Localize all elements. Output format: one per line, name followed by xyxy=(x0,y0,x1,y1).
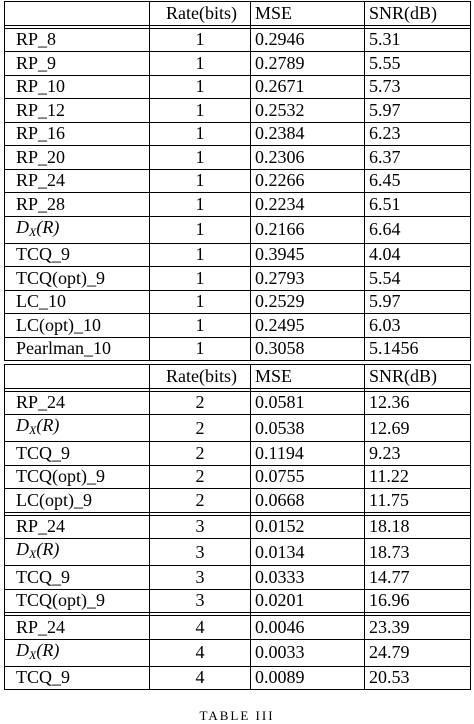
column-header: SNR(dB) xyxy=(365,2,471,26)
rate-value: 1 xyxy=(150,52,251,76)
table-row xyxy=(5,290,471,314)
table-row xyxy=(5,52,471,76)
method-name: LC(opt)_9 xyxy=(5,489,150,513)
mse-value: 0.0333 xyxy=(251,566,365,590)
snr-value: 12.36 xyxy=(365,391,471,415)
method-name: TCQ(opt)_9 xyxy=(5,589,150,613)
rate-value: 1 xyxy=(150,75,251,99)
table-row xyxy=(5,243,471,267)
mse-value: 0.0033 xyxy=(251,639,365,666)
mse-value: 0.0668 xyxy=(251,489,365,513)
snr-value: 5.97 xyxy=(365,99,471,123)
method-name: RP_16 xyxy=(5,122,150,146)
mse-value: 0.2266 xyxy=(251,169,365,193)
method-name xyxy=(5,539,150,566)
method-name xyxy=(5,415,150,442)
snr-value: 11.75 xyxy=(365,489,471,513)
table-row xyxy=(5,489,471,513)
method-name: RP_10 xyxy=(5,75,150,99)
mse-value: 0.2495 xyxy=(251,314,365,338)
method-name: TCQ_9 xyxy=(5,566,150,590)
column-header: MSE xyxy=(251,2,365,26)
column-header: Rate(bits) xyxy=(150,365,251,389)
mse-value: 0.0201 xyxy=(251,589,365,613)
rate-value: 3 xyxy=(150,566,251,590)
column-header: SNR(dB) xyxy=(365,365,471,389)
mse-value: 0.2306 xyxy=(251,146,365,170)
snr-value: 5.73 xyxy=(365,75,471,99)
mse-value: 0.3058 xyxy=(251,337,365,361)
snr-value: 6.03 xyxy=(365,314,471,338)
table-row xyxy=(5,193,471,217)
mse-value: 0.2532 xyxy=(251,99,365,123)
rate-value: 1 xyxy=(150,337,251,361)
snr-value: 24.79 xyxy=(365,639,471,666)
mse-value: 0.2234 xyxy=(251,193,365,217)
method-name: RP_24 xyxy=(5,616,150,640)
results-table-body xyxy=(5,2,471,690)
table-row xyxy=(5,169,471,193)
rate-value: 4 xyxy=(150,666,251,690)
mse-value: 0.0538 xyxy=(251,415,365,442)
mse-value: 0.0046 xyxy=(251,616,365,640)
column-header xyxy=(5,2,150,26)
results-table-container xyxy=(4,1,470,690)
rate-value: 3 xyxy=(150,539,251,566)
math-label: $D_X(R)$ xyxy=(16,216,60,239)
rate-value: 3 xyxy=(150,515,251,539)
rate-value: 1 xyxy=(150,267,251,291)
snr-value: 5.55 xyxy=(365,52,471,76)
snr-value: 18.73 xyxy=(365,539,471,566)
method-name: RP_8 xyxy=(5,28,150,52)
header-row xyxy=(5,365,471,389)
rate-value: 1 xyxy=(150,99,251,123)
table-row xyxy=(5,616,471,640)
method-name: RP_9 xyxy=(5,52,150,76)
method-name: TCQ_9 xyxy=(5,666,150,690)
rate-value: 2 xyxy=(150,415,251,442)
table-row xyxy=(5,337,471,361)
mse-value: 0.0755 xyxy=(251,465,365,489)
snr-value: 12.69 xyxy=(365,415,471,442)
snr-value: 6.45 xyxy=(365,169,471,193)
method-name: RP_12 xyxy=(5,99,150,123)
column-header: MSE xyxy=(251,365,365,389)
mse-value: 0.1194 xyxy=(251,442,365,466)
snr-value: 5.31 xyxy=(365,28,471,52)
rate-value: 1 xyxy=(150,146,251,170)
table-row xyxy=(5,589,471,613)
method-name: RP_24 xyxy=(5,391,150,415)
mse-value: 0.2166 xyxy=(251,216,365,243)
mse-value: 0.2529 xyxy=(251,290,365,314)
rate-value: 2 xyxy=(150,465,251,489)
column-header xyxy=(5,365,150,389)
table-row xyxy=(5,515,471,539)
table-row xyxy=(5,28,471,52)
rate-value: 2 xyxy=(150,442,251,466)
table-row xyxy=(5,267,471,291)
table-caption: TABLE III xyxy=(199,708,275,723)
snr-value: 9.23 xyxy=(365,442,471,466)
method-name: RP_24 xyxy=(5,169,150,193)
snr-value: 5.1456 xyxy=(365,337,471,361)
mse-value: 0.0581 xyxy=(251,391,365,415)
snr-value: 16.96 xyxy=(365,589,471,613)
rate-value: 1 xyxy=(150,122,251,146)
table-row xyxy=(5,415,471,442)
table-row xyxy=(5,539,471,566)
rate-value: 1 xyxy=(150,28,251,52)
rate-value: 1 xyxy=(150,243,251,267)
mse-value: 0.0089 xyxy=(251,666,365,690)
table-row xyxy=(5,639,471,666)
math-label: $D_X(R)$ xyxy=(16,539,60,561)
method-name: RP_20 xyxy=(5,146,150,170)
rate-value: 1 xyxy=(150,193,251,217)
table-row xyxy=(5,442,471,466)
rate-value: 4 xyxy=(150,639,251,666)
snr-value: 5.97 xyxy=(365,290,471,314)
table-row xyxy=(5,666,471,690)
snr-value: 11.22 xyxy=(365,465,471,489)
rate-value: 1 xyxy=(150,169,251,193)
method-name: TCQ_9 xyxy=(5,243,150,267)
rate-value: 1 xyxy=(150,314,251,338)
table-row xyxy=(5,75,471,99)
table-row xyxy=(5,566,471,590)
table-row xyxy=(5,122,471,146)
snr-value: 6.23 xyxy=(365,122,471,146)
mse-value: 0.2946 xyxy=(251,28,365,52)
snr-value: 5.54 xyxy=(365,267,471,291)
results-table xyxy=(4,1,471,690)
rate-value: 1 xyxy=(150,216,251,243)
snr-value: 6.37 xyxy=(365,146,471,170)
method-name: RP_28 xyxy=(5,193,150,217)
method-name: Pearlman_10 xyxy=(5,337,150,361)
snr-value: 6.64 xyxy=(365,216,471,243)
mse-value: 0.3945 xyxy=(251,243,365,267)
mse-value: 0.2671 xyxy=(251,75,365,99)
method-name: RP_24 xyxy=(5,515,150,539)
rate-value: 4 xyxy=(150,616,251,640)
snr-value: 4.04 xyxy=(365,243,471,267)
math-label: $D_X(R)$ xyxy=(16,415,60,437)
table-row xyxy=(5,216,471,243)
snr-value: 14.77 xyxy=(365,566,471,590)
method-name: LC(opt)_10 xyxy=(5,314,150,338)
table-row xyxy=(5,99,471,123)
table-row xyxy=(5,465,471,489)
method-name: TCQ(opt)_9 xyxy=(5,465,150,489)
math-label: $D_X(R)$ xyxy=(16,639,60,662)
rate-value: 2 xyxy=(150,489,251,513)
table-row xyxy=(5,314,471,338)
snr-value: 18.18 xyxy=(365,515,471,539)
header-row xyxy=(5,2,471,26)
mse-value: 0.0134 xyxy=(251,539,365,566)
method-name xyxy=(5,639,150,666)
column-header: Rate(bits) xyxy=(150,2,251,26)
method-name: TCQ(opt)_9 xyxy=(5,267,150,291)
mse-value: 0.2789 xyxy=(251,52,365,76)
method-name: LC_10 xyxy=(5,290,150,314)
snr-value: 23.39 xyxy=(365,616,471,640)
table-row xyxy=(5,146,471,170)
rate-value: 3 xyxy=(150,589,251,613)
rate-value: 2 xyxy=(150,391,251,415)
rate-value: 1 xyxy=(150,290,251,314)
mse-value: 0.0152 xyxy=(251,515,365,539)
snr-value: 20.53 xyxy=(365,666,471,690)
method-name: TCQ_9 xyxy=(5,442,150,466)
snr-value: 6.51 xyxy=(365,193,471,217)
method-name xyxy=(5,216,150,243)
mse-value: 0.2384 xyxy=(251,122,365,146)
mse-value: 0.2793 xyxy=(251,267,365,291)
table-row xyxy=(5,391,471,415)
